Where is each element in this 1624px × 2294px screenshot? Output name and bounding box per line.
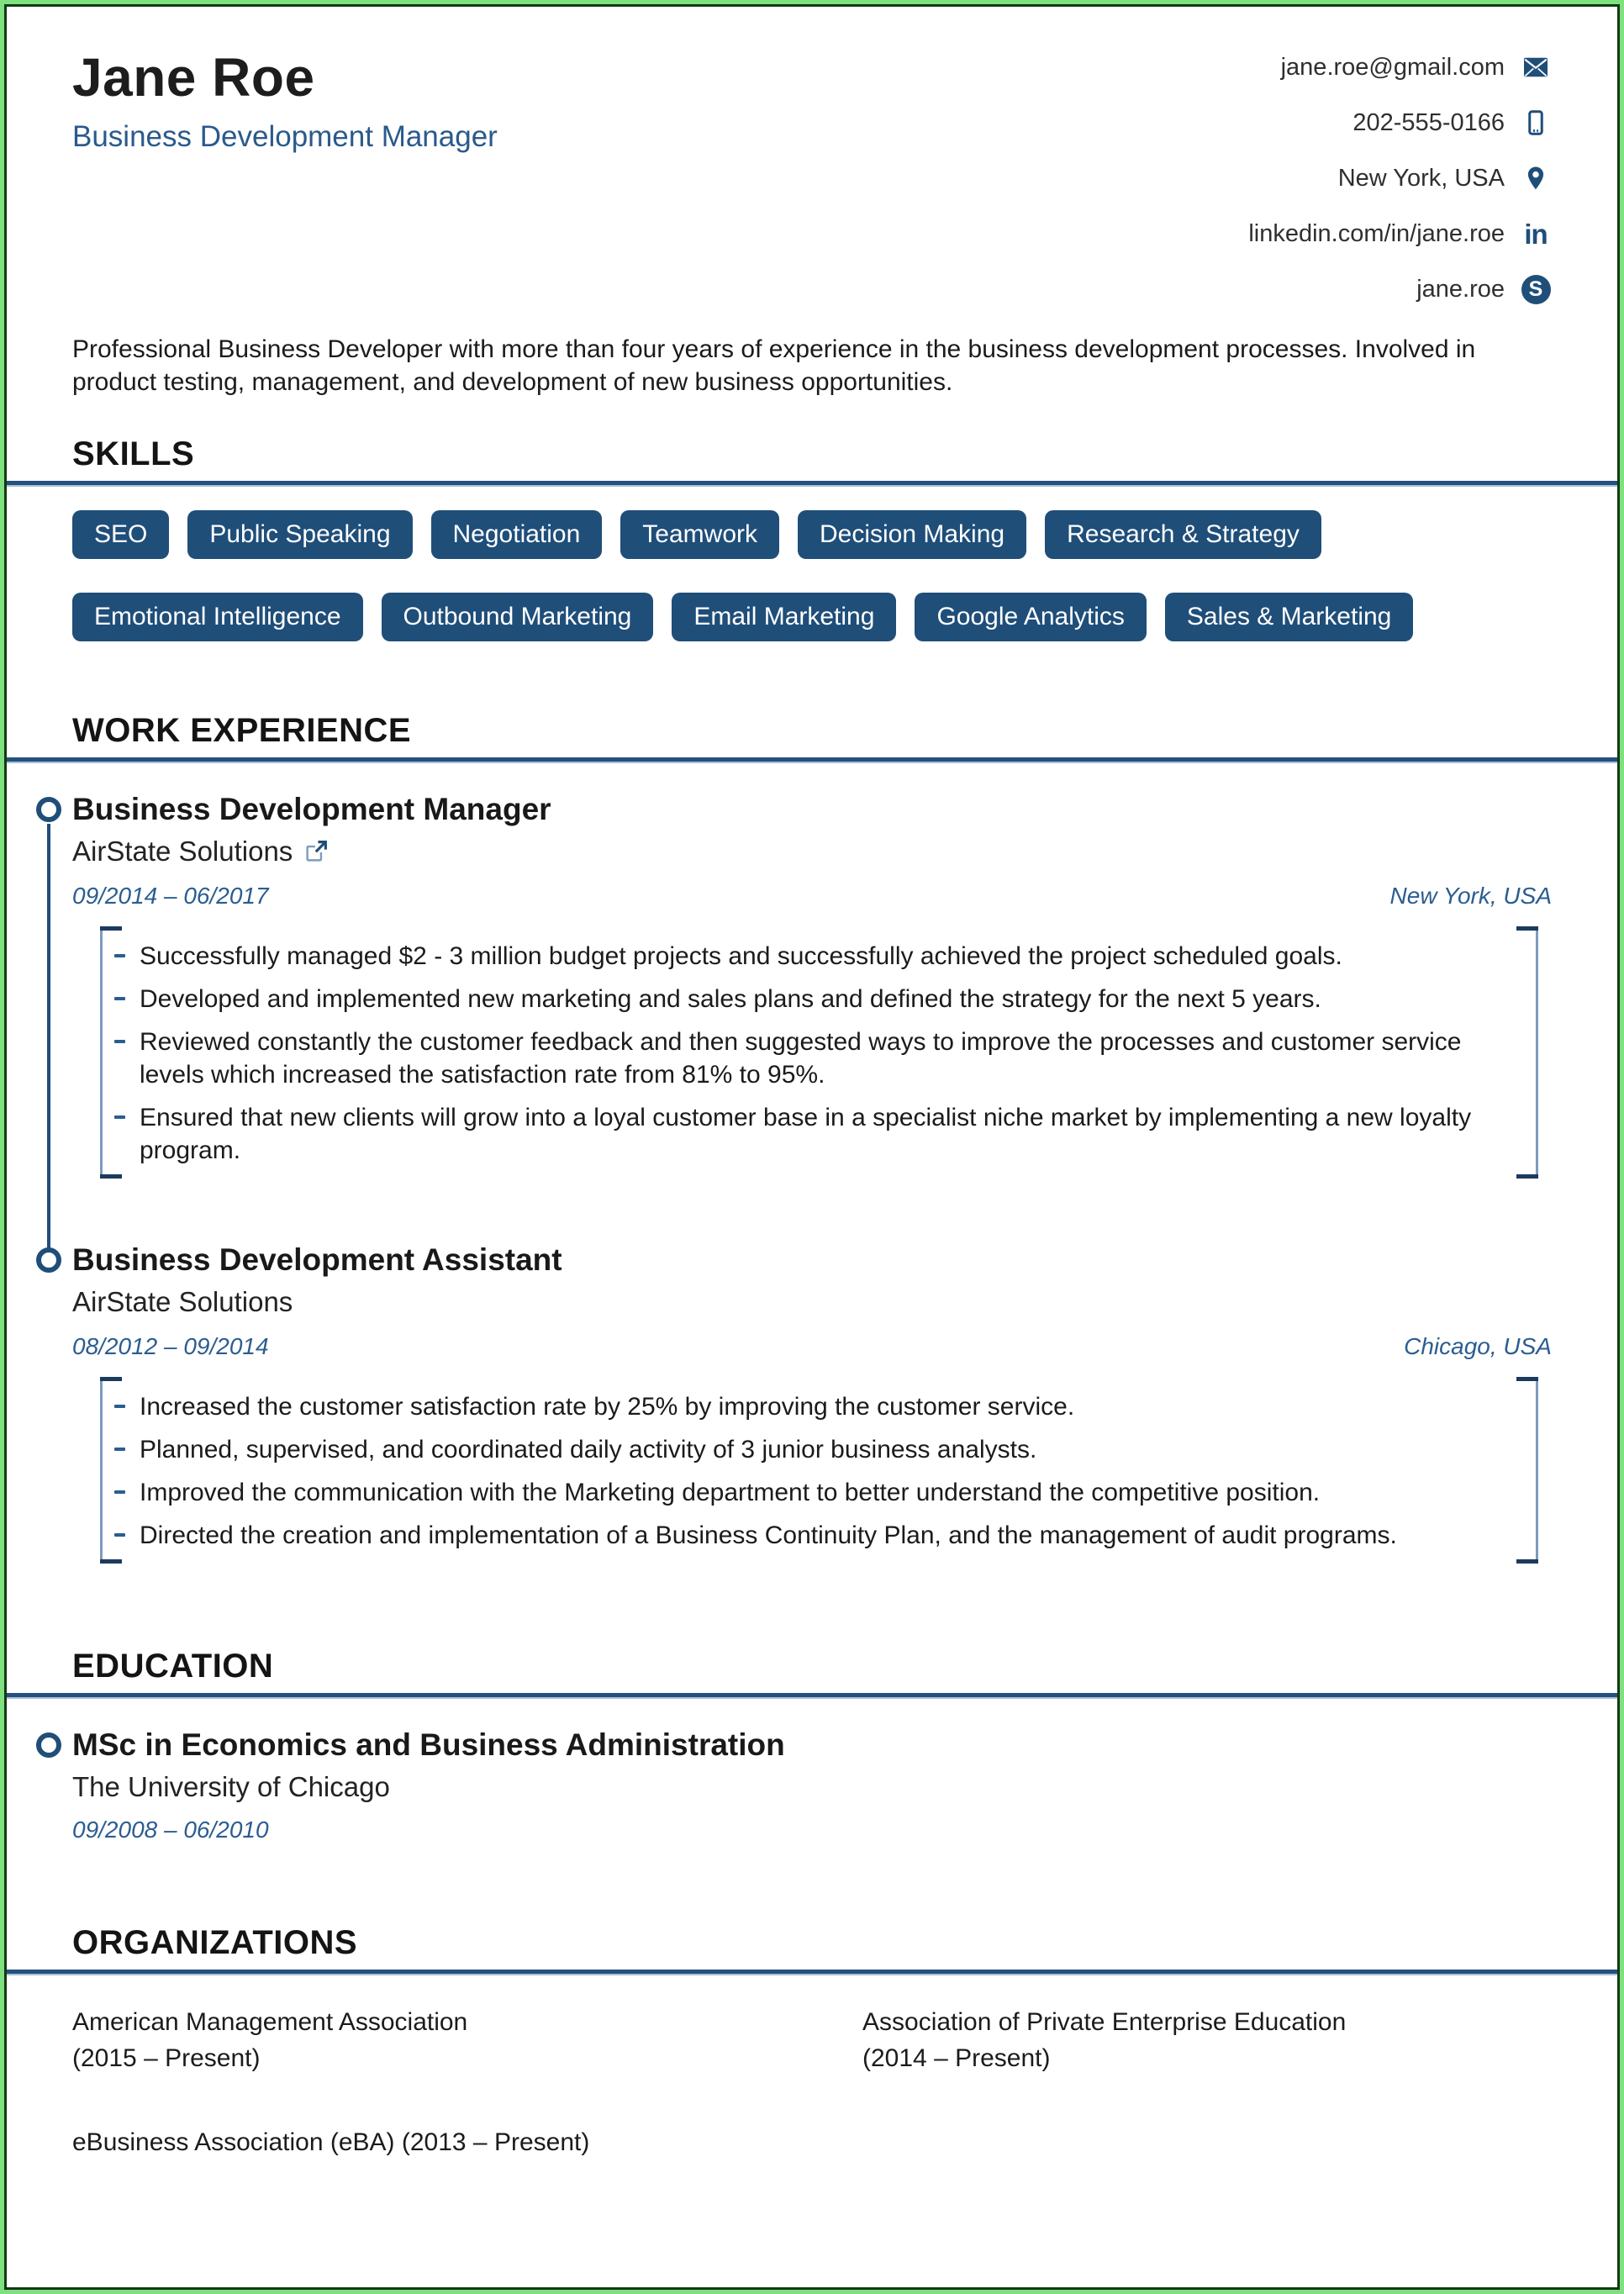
contact-row-location	[1338, 163, 1552, 193]
skill-pill: Public Speaking	[187, 510, 412, 559]
bullet-item	[114, 1101, 1499, 1167]
bullet-dash-icon	[114, 1405, 125, 1408]
bullet-item	[114, 1026, 1499, 1091]
work-entry	[72, 1242, 1552, 1564]
linkedin-icon: in	[1524, 218, 1548, 250]
header	[72, 49, 1552, 304]
skill-pill: Sales & Marketing	[1165, 593, 1413, 641]
company-line	[72, 1285, 1552, 1319]
skill-pill: SEO	[72, 510, 169, 559]
bullet-dash-icon	[114, 1490, 125, 1494]
person-job-title: Business Development Manager	[72, 120, 498, 154]
contact-location-value: New York, USA	[1337, 164, 1505, 192]
mail-icon	[1520, 52, 1552, 82]
education-heading: EDUCATION	[72, 1648, 274, 1685]
bullet-text: Developed and implemented new marketing and sales plans and defined the strategy for the next 5 years.	[140, 985, 1321, 1014]
contact-skype-value: jane.roe	[1416, 275, 1505, 303]
bullet-dash-icon	[114, 1533, 125, 1537]
bracket-serif	[100, 1559, 122, 1564]
education-entries	[72, 1727, 1552, 1843]
bullet-dash-icon	[114, 997, 125, 1000]
contact-email-value: jane.roe@gmail.com	[1280, 53, 1505, 81]
organization-item	[862, 2006, 1552, 2075]
timeline-ring-icon	[36, 797, 61, 822]
bullet-item	[114, 1519, 1499, 1552]
organization-name: eBusiness Association (eBA) (2013 – Present)	[72, 2128, 590, 2156]
bullet-text: Directed the creation and implementation of a Business Continuity Plan, and the management of audit programs.	[140, 1521, 1397, 1550]
job-bullets-box	[100, 926, 1538, 1179]
organization-period: (2014 – Present)	[862, 2044, 1051, 2072]
bracket-serif	[100, 1174, 122, 1179]
job-location: New York, USA	[1389, 883, 1552, 910]
organization-item	[72, 2006, 862, 2075]
skill-pill: Negotiation	[431, 510, 603, 559]
external-link-icon[interactable]	[304, 839, 329, 863]
contact-phone-value: 202-555-0166	[1352, 108, 1505, 136]
organizations-list	[72, 2006, 1552, 2160]
bullet-text: Improved the communication with the Marketing department to better understand the competitive position.	[140, 1479, 1321, 1507]
bullet-dash-icon	[114, 1115, 125, 1119]
bullet-dash-icon	[114, 1448, 125, 1451]
contact-list	[1248, 52, 1552, 304]
professional-summary: Professional Business Developer with more than four years of experience in the business development processes. Involved in product testing, management, and development of new business opportunities.	[72, 335, 1476, 396]
bullet-text: Increased the customer satisfaction rate by 25% by improving the customer service.	[140, 1393, 1075, 1421]
skill-pill: Emotional Intelligence	[72, 593, 363, 641]
skills-list	[72, 510, 1552, 641]
job-meta	[72, 883, 1552, 910]
organization-item	[72, 2126, 862, 2160]
bullet-text: Ensured that new clients will grow into a loyal customer base in a specialist niche market by implementing a new loyalty program.	[140, 1104, 1472, 1165]
section-divider	[7, 1970, 1617, 1975]
skill-pill: Research & Strategy	[1045, 510, 1321, 559]
job-title: Business Development Manager	[72, 792, 551, 826]
job-dates: 08/2012 – 09/2014	[72, 1333, 269, 1360]
company-name: AirState Solutions	[72, 1285, 293, 1317]
work-entry	[72, 792, 1552, 1179]
skills-heading: SKILLS	[72, 435, 195, 472]
job-title: Business Development Assistant	[72, 1242, 562, 1278]
job-dates: 09/2014 – 06/2017	[72, 883, 269, 910]
contact-row-skype[interactable]	[1416, 274, 1552, 304]
degree-title: MSc in Economics and Business Administration	[72, 1727, 785, 1763]
skill-pill: Google Analytics	[915, 593, 1146, 641]
job-meta	[72, 1333, 1552, 1360]
bullet-dash-icon	[114, 1040, 125, 1043]
phone-icon	[1520, 108, 1552, 138]
job-bullets-box	[100, 1377, 1538, 1564]
bullet-item	[114, 983, 1499, 1015]
bullet-text: Reviewed constantly the customer feedback and then suggested ways to improve the processes and customer service levels which increased the satisfaction rate from 81% to 95%.	[140, 1028, 1462, 1089]
location-pin-icon	[1520, 163, 1552, 193]
bracket-serif	[1516, 1174, 1538, 1179]
contact-linkedin-value: linkedin.com/in/jane.roe	[1248, 219, 1505, 247]
bracket-serif	[100, 1377, 122, 1381]
contact-row-linkedin[interactable]	[1248, 219, 1552, 249]
identity-block	[72, 49, 498, 154]
section-divider	[7, 1693, 1617, 1699]
skill-pill: Email Marketing	[672, 593, 896, 641]
bullet-dash-icon	[114, 954, 125, 957]
bullet-item	[114, 1390, 1499, 1423]
bracket-serif	[1516, 1377, 1538, 1381]
work-experience-entries	[72, 792, 1552, 1564]
bracket-serif	[100, 926, 122, 931]
bracket-serif	[1516, 1559, 1538, 1564]
skill-pill: Decision Making	[798, 510, 1026, 559]
resume-page	[4, 4, 1620, 2290]
job-location: Chicago, USA	[1404, 1333, 1552, 1360]
school-name: The University of Chicago	[72, 1770, 390, 1802]
timeline-ring-icon	[36, 1732, 61, 1758]
skill-pill: Outbound Marketing	[382, 593, 654, 641]
bullet-item	[114, 1476, 1499, 1509]
organization-name: Association of Private Enterprise Education	[862, 2008, 1347, 2037]
company-line	[72, 835, 1552, 868]
person-name: Jane Roe	[72, 47, 315, 108]
bullet-text: Planned, supervised, and coordinated daily activity of 3 junior business analysts.	[140, 1436, 1037, 1464]
organization-name: American Management Association	[72, 2008, 468, 2037]
company-name: AirState Solutions	[72, 835, 293, 867]
education-entry	[72, 1727, 1552, 1843]
contact-row-email[interactable]	[1281, 52, 1552, 82]
section-divider	[7, 481, 1617, 487]
skill-pill: Teamwork	[620, 510, 779, 559]
bullet-text: Successfully managed $2 - 3 million budget projects and successfully achieved the project scheduled goals.	[140, 942, 1342, 971]
contact-row-phone[interactable]	[1352, 108, 1552, 138]
skype-icon: S	[1520, 274, 1552, 304]
organizations-heading: ORGANIZATIONS	[72, 1924, 358, 1962]
section-divider	[7, 757, 1617, 763]
organization-period: (2015 – Present)	[72, 2044, 261, 2072]
work-experience-heading: WORK EXPERIENCE	[72, 712, 412, 749]
education-dates: 09/2008 – 06/2010	[72, 1817, 269, 1843]
bullet-item	[114, 940, 1499, 973]
bullet-item	[114, 1433, 1499, 1466]
timeline-ring-icon	[36, 1247, 61, 1273]
bracket-serif	[1516, 926, 1538, 931]
